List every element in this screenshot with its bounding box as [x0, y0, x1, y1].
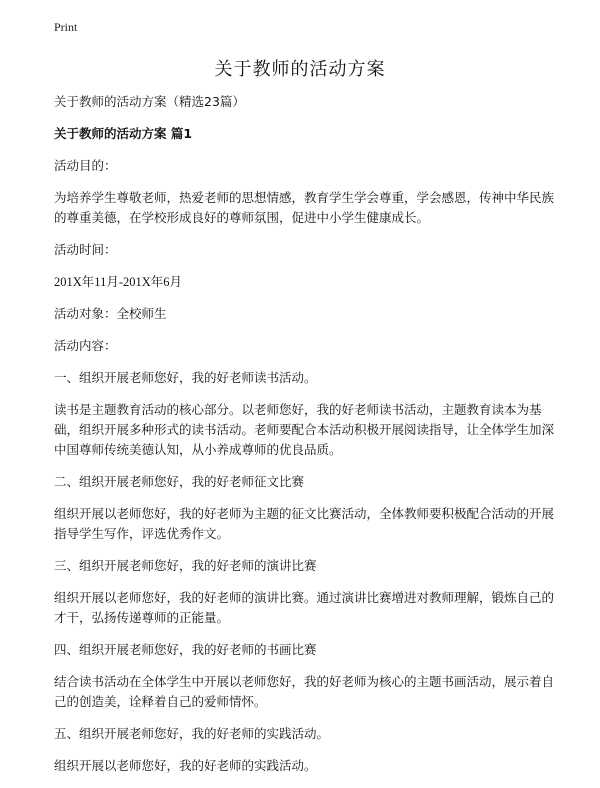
- item-heading-3: 三、组织开展老师您好，我的好老师的演讲比赛: [54, 558, 317, 573]
- item-paragraph-4: 结合读书活动在全体学生中开展以老师您好，我的好老师为核心的主题书画活动，展示着自己的创造美，诠释着自己的爱师情怀。: [54, 674, 555, 709]
- item-paragraph-3: 组织开展以老师您好，我的好老师的演讲比赛。通过演讲比赛增进对教师理解，锻炼自己的才干，弘扬传递尊师的正能量。: [54, 590, 555, 625]
- label-activity-time: 活动时间：: [54, 242, 117, 257]
- item-paragraph-1: 读书是主题教育活动的核心部分。以老师您好，我的好老师读书活动，主题教育读本为基础，组织开展多种形式的读书活动。老师要配合本活动积极开展阅读指导，让全体学生加深中国尊师传统美德认知，从小养成尊师的优良品质。: [54, 402, 555, 457]
- item-heading-1: 一、组织开展老师您好，我的好老师读书活动。: [54, 370, 317, 385]
- item-heading-2: 二、组织开展老师您好，我的好老师征文比赛: [54, 474, 305, 489]
- item-heading-4: 四、组织开展老师您好，我的好老师的书画比赛: [54, 642, 317, 657]
- label-activity-purpose: 活动目的：: [54, 158, 117, 173]
- item-paragraph-5: 组织开展以老师您好，我的好老师的实践活动。: [54, 758, 317, 773]
- print-label: Print: [54, 20, 78, 34]
- document-subtitle: 关于教师的活动方案（精选23篇）: [54, 94, 245, 109]
- item-paragraph-2: 组织开展以老师您好，我的好老师为主题的征文比赛活动，全体教师要积极配合活动的开展指导学生写作，评选优秀作文。: [54, 506, 555, 541]
- label-activity-content: 活动内容：: [54, 338, 117, 353]
- paragraph-purpose: 为培养学生尊敬老师，热爱老师的思想情感，教育学生学会尊重，学会感恩，传神中华民族的尊重美德，在学校形成良好的尊师氛围，促进中小学生健康成长。: [54, 190, 555, 225]
- activity-time-value: 201X年11月-201X年6月: [54, 275, 183, 289]
- activity-target: 活动对象：全校师生: [54, 306, 167, 321]
- section-title: 关于教师的活动方案 篇1: [54, 126, 193, 141]
- page-title: 关于教师的活动方案: [214, 59, 386, 80]
- item-heading-5: 五、组织开展老师您好，我的好老师的实践活动。: [54, 726, 330, 741]
- document-body: [54, 92, 554, 788]
